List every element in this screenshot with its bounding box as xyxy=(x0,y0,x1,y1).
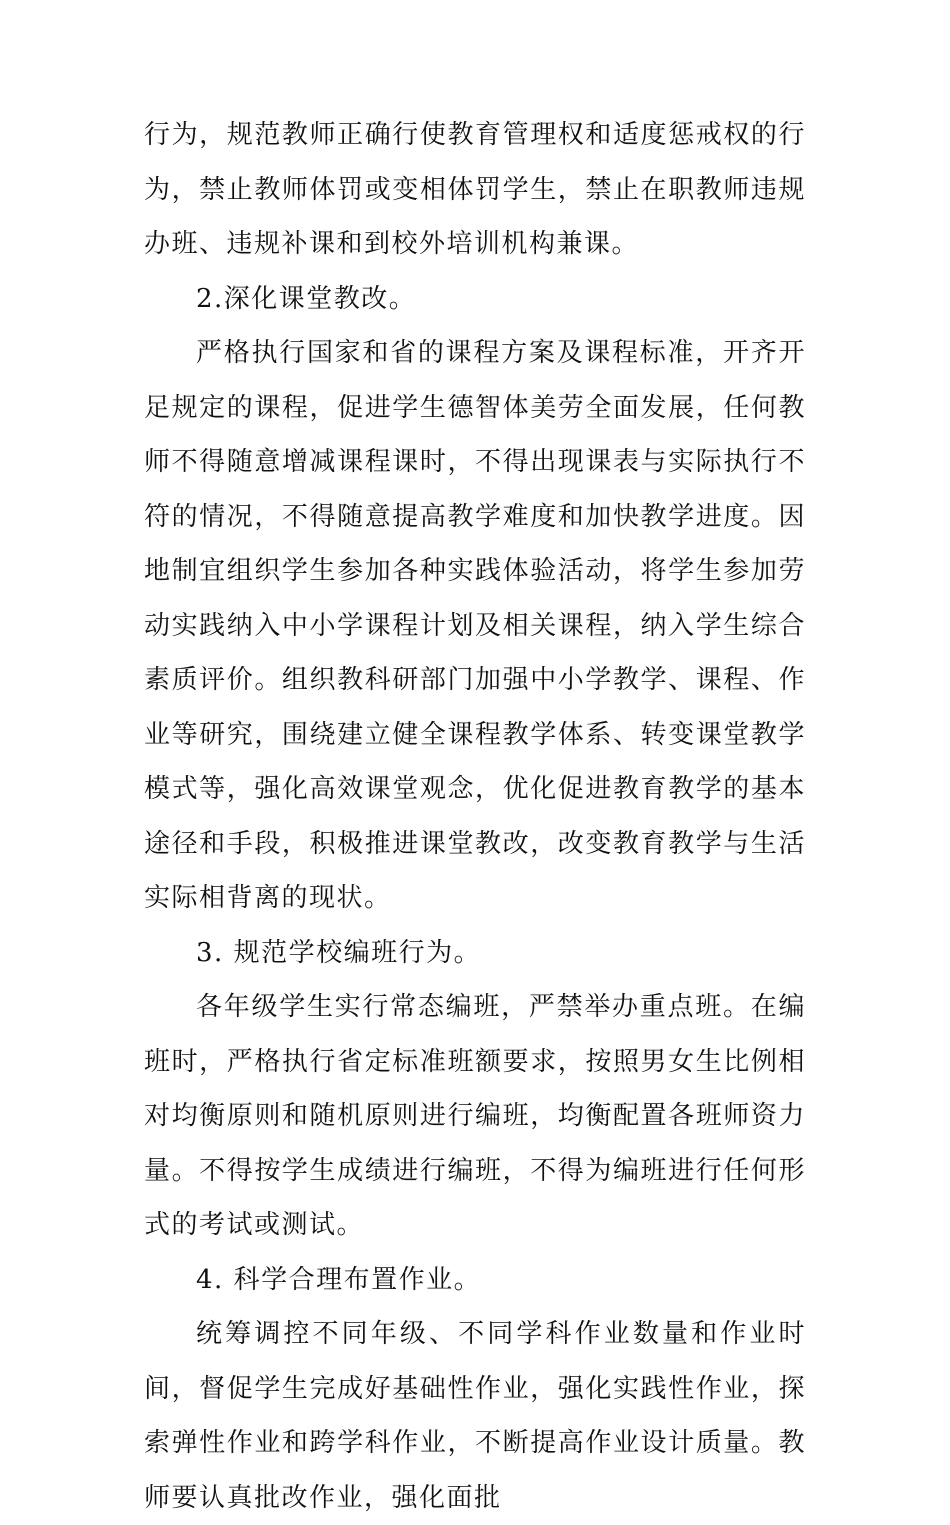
paragraph-homework: 统筹调控不同年级、不同学科作业数量和作业时间，督促学生完成好基础性作业，强化实践性作业，探索弹性作业和跨学科作业，不断提高作业设计质量。教师要认真批改作业，强化面批 xyxy=(144,1319,806,1513)
section-heading-2: 2.深化课堂教改。 xyxy=(196,283,417,314)
section-heading-3: 3. 规范学校编班行为。 xyxy=(196,937,482,968)
document-page xyxy=(144,108,806,1525)
paragraph-continuation: 行为，规范教师正确行使教育管理权和适度惩戒权的行为，禁止教师体罚或变相体罚学生，禁止在职教师违规办班、违规补课和到校外培训机构兼课。 xyxy=(144,120,806,259)
paragraph-class-grouping: 各年级学生实行常态编班，严禁举办重点班。在编班时，严格执行省定标准班额要求，按照男女生比例相对均衡原则和随机原则进行编班，均衡配置各班师资力量。不得按学生成绩进行编班，不得为编班进行任何形式的考试或测试。 xyxy=(144,992,806,1240)
section-heading-4: 4. 科学合理布置作业。 xyxy=(196,1264,482,1295)
paragraph-curriculum-reform: 严格执行国家和省的课程方案及课程标准，开齐开足规定的课程，促进学生德智体美劳全面发展，任何教师不得随意增减课程课时，不得出现课表与实际执行不符的情况，不得随意提高教学难度和加快教学进度。因地制宜组织学生参加各种实践体验活动，将学生参加劳动实践纳入中小学课程计划及相关课程，纳入学生综合素质评价。组织教科研部门加强中小学教学、课程、作业等研究，围绕建立健全课程教学体系、转变课堂教学模式等，强化高效课堂观念，优化促进教育教学的基本途径和手段，积极推进课堂教改，改变教育教学与生活实际相背离的现状。 xyxy=(144,338,806,913)
